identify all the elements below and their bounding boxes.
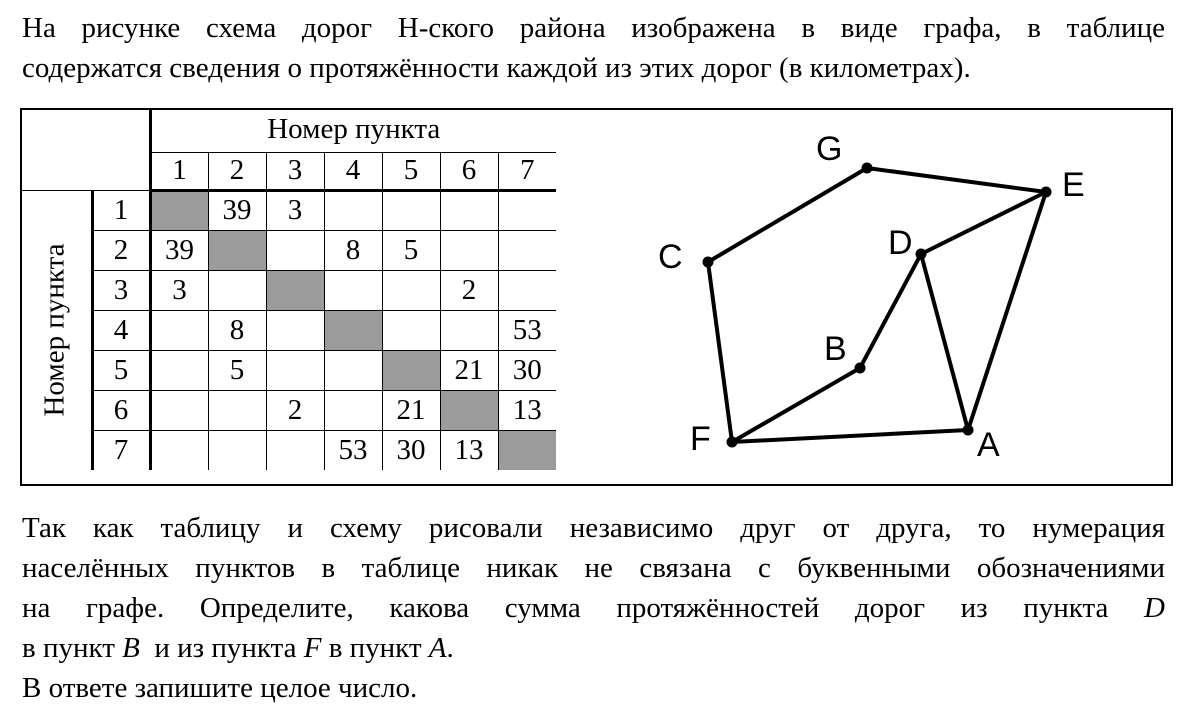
diagonal-cell [150, 190, 208, 230]
point-f: F [303, 632, 322, 664]
table-cell: 8 [208, 310, 266, 350]
point-b: B [122, 632, 140, 664]
table-cell [382, 190, 440, 230]
table-cell: 39 [150, 230, 208, 270]
table-cell [382, 310, 440, 350]
question-text [22, 508, 1165, 708]
col-number: 6 [440, 152, 498, 190]
node-label-e: E [1062, 166, 1085, 204]
edge-g-e [867, 168, 1046, 192]
edge-b-f [732, 368, 860, 442]
table-row [20, 270, 556, 310]
diagonal-cell [208, 230, 266, 270]
col-number: 4 [324, 152, 382, 190]
table-cell [150, 350, 208, 390]
node-label-d: D [888, 224, 913, 262]
intro-line-1: На рисунке схема дорог Н-ского района изображена в виде графа, в таблице [22, 12, 1165, 44]
question-line-1: Так как таблицу и схему рисовали независимо друг от друга, то нумерация [22, 512, 1165, 544]
table-cell [150, 310, 208, 350]
table-cell [266, 310, 324, 350]
diagonal-cell [266, 270, 324, 310]
table-cell [324, 390, 382, 430]
table-cell: 53 [324, 430, 382, 470]
node-label-f: F [690, 420, 711, 458]
question-line-3-text: на графе. Определите, какова сумма протяжённостей дорог из пункта [22, 592, 1145, 624]
row-header-title-cell [20, 190, 92, 470]
edge-d-b [860, 254, 921, 368]
answer-note: В ответе запишите целое число. [22, 672, 418, 704]
table-cell: 53 [498, 310, 556, 350]
edge-f-a [732, 430, 968, 442]
table-cell: 13 [498, 390, 556, 430]
table-cell [266, 230, 324, 270]
node-d [916, 249, 927, 260]
node-label-b: B [824, 330, 847, 368]
question-line-4-text-c: в пункт [321, 632, 429, 664]
table-cell: 3 [266, 190, 324, 230]
table-cell: 21 [440, 350, 498, 390]
col-number: 3 [266, 152, 324, 190]
row-header-title: Номер пункта [38, 243, 71, 417]
question-line-2: населённых пунктов в таблице никак не связана с буквенными обозначениями [22, 552, 1165, 584]
table-cell: 39 [208, 190, 266, 230]
point-a: A [428, 632, 447, 664]
row-number: 7 [92, 430, 150, 470]
node-label-a: A [977, 426, 1000, 464]
row-number: 5 [92, 350, 150, 390]
table-cell [440, 310, 498, 350]
node-c [703, 257, 714, 268]
table-row [20, 430, 556, 470]
table-row [20, 390, 556, 430]
question-line-4-text-a: в пункт [22, 632, 123, 664]
edge-c-f [708, 262, 732, 442]
table-cell: 30 [498, 350, 556, 390]
question-line-4-text-d: . [446, 632, 454, 664]
row-number: 4 [92, 310, 150, 350]
point-d: D [1144, 592, 1165, 624]
diagonal-cell [440, 390, 498, 430]
row-number: 6 [92, 390, 150, 430]
distance-table [20, 108, 556, 470]
table-cell [324, 350, 382, 390]
intro-text [22, 8, 1165, 88]
col-number: 2 [208, 152, 266, 190]
node-label-c: C [658, 238, 683, 276]
table-cell [382, 270, 440, 310]
table-cell [324, 190, 382, 230]
diagonal-cell [498, 430, 556, 470]
table-cell [440, 230, 498, 270]
table-cell [498, 270, 556, 310]
diagonal-cell [324, 310, 382, 350]
col-header-title: Номер пункта [150, 108, 556, 152]
question-line-3 [22, 588, 1165, 628]
col-number: 7 [498, 152, 556, 190]
table-cell: 13 [440, 430, 498, 470]
table-cell [266, 350, 324, 390]
edge-c-g [708, 168, 867, 262]
table-cell: 30 [382, 430, 440, 470]
edge-d-a [921, 254, 968, 430]
table-cell [498, 190, 556, 230]
table-cell [324, 270, 382, 310]
table-row [20, 230, 556, 270]
table-row [20, 350, 556, 390]
table-corner [20, 108, 150, 190]
table-cell: 3 [150, 270, 208, 310]
table-cell [208, 390, 266, 430]
row-number: 3 [92, 270, 150, 310]
table-cell: 5 [382, 230, 440, 270]
road-graph [572, 110, 1168, 482]
table-cell [498, 230, 556, 270]
col-number: 1 [150, 152, 208, 190]
table-cell [208, 430, 266, 470]
table-cell: 8 [324, 230, 382, 270]
diagonal-cell [382, 350, 440, 390]
row-number: 1 [92, 190, 150, 230]
node-a [963, 425, 974, 436]
col-number: 5 [382, 152, 440, 190]
node-f [727, 437, 738, 448]
table-cell [150, 430, 208, 470]
question-line-4-text-b: и из пункта [139, 632, 304, 664]
table-row [20, 190, 556, 230]
table-row [20, 310, 556, 350]
row-number: 2 [92, 230, 150, 270]
table-cell [266, 430, 324, 470]
node-g [862, 163, 873, 174]
table-cell: 2 [440, 270, 498, 310]
intro-line-2: содержатся сведения о протяжённости каждой из этих дорог (в километрах). [22, 52, 971, 84]
table-cell [208, 270, 266, 310]
node-b [855, 363, 866, 374]
table-cell: 2 [266, 390, 324, 430]
edge-e-a [968, 192, 1046, 430]
node-e [1041, 187, 1052, 198]
table-cell: 5 [208, 350, 266, 390]
table-cell: 21 [382, 390, 440, 430]
node-label-g: G [816, 130, 843, 168]
table-cell [150, 390, 208, 430]
table-cell [440, 190, 498, 230]
question-line-4 [22, 628, 1165, 668]
